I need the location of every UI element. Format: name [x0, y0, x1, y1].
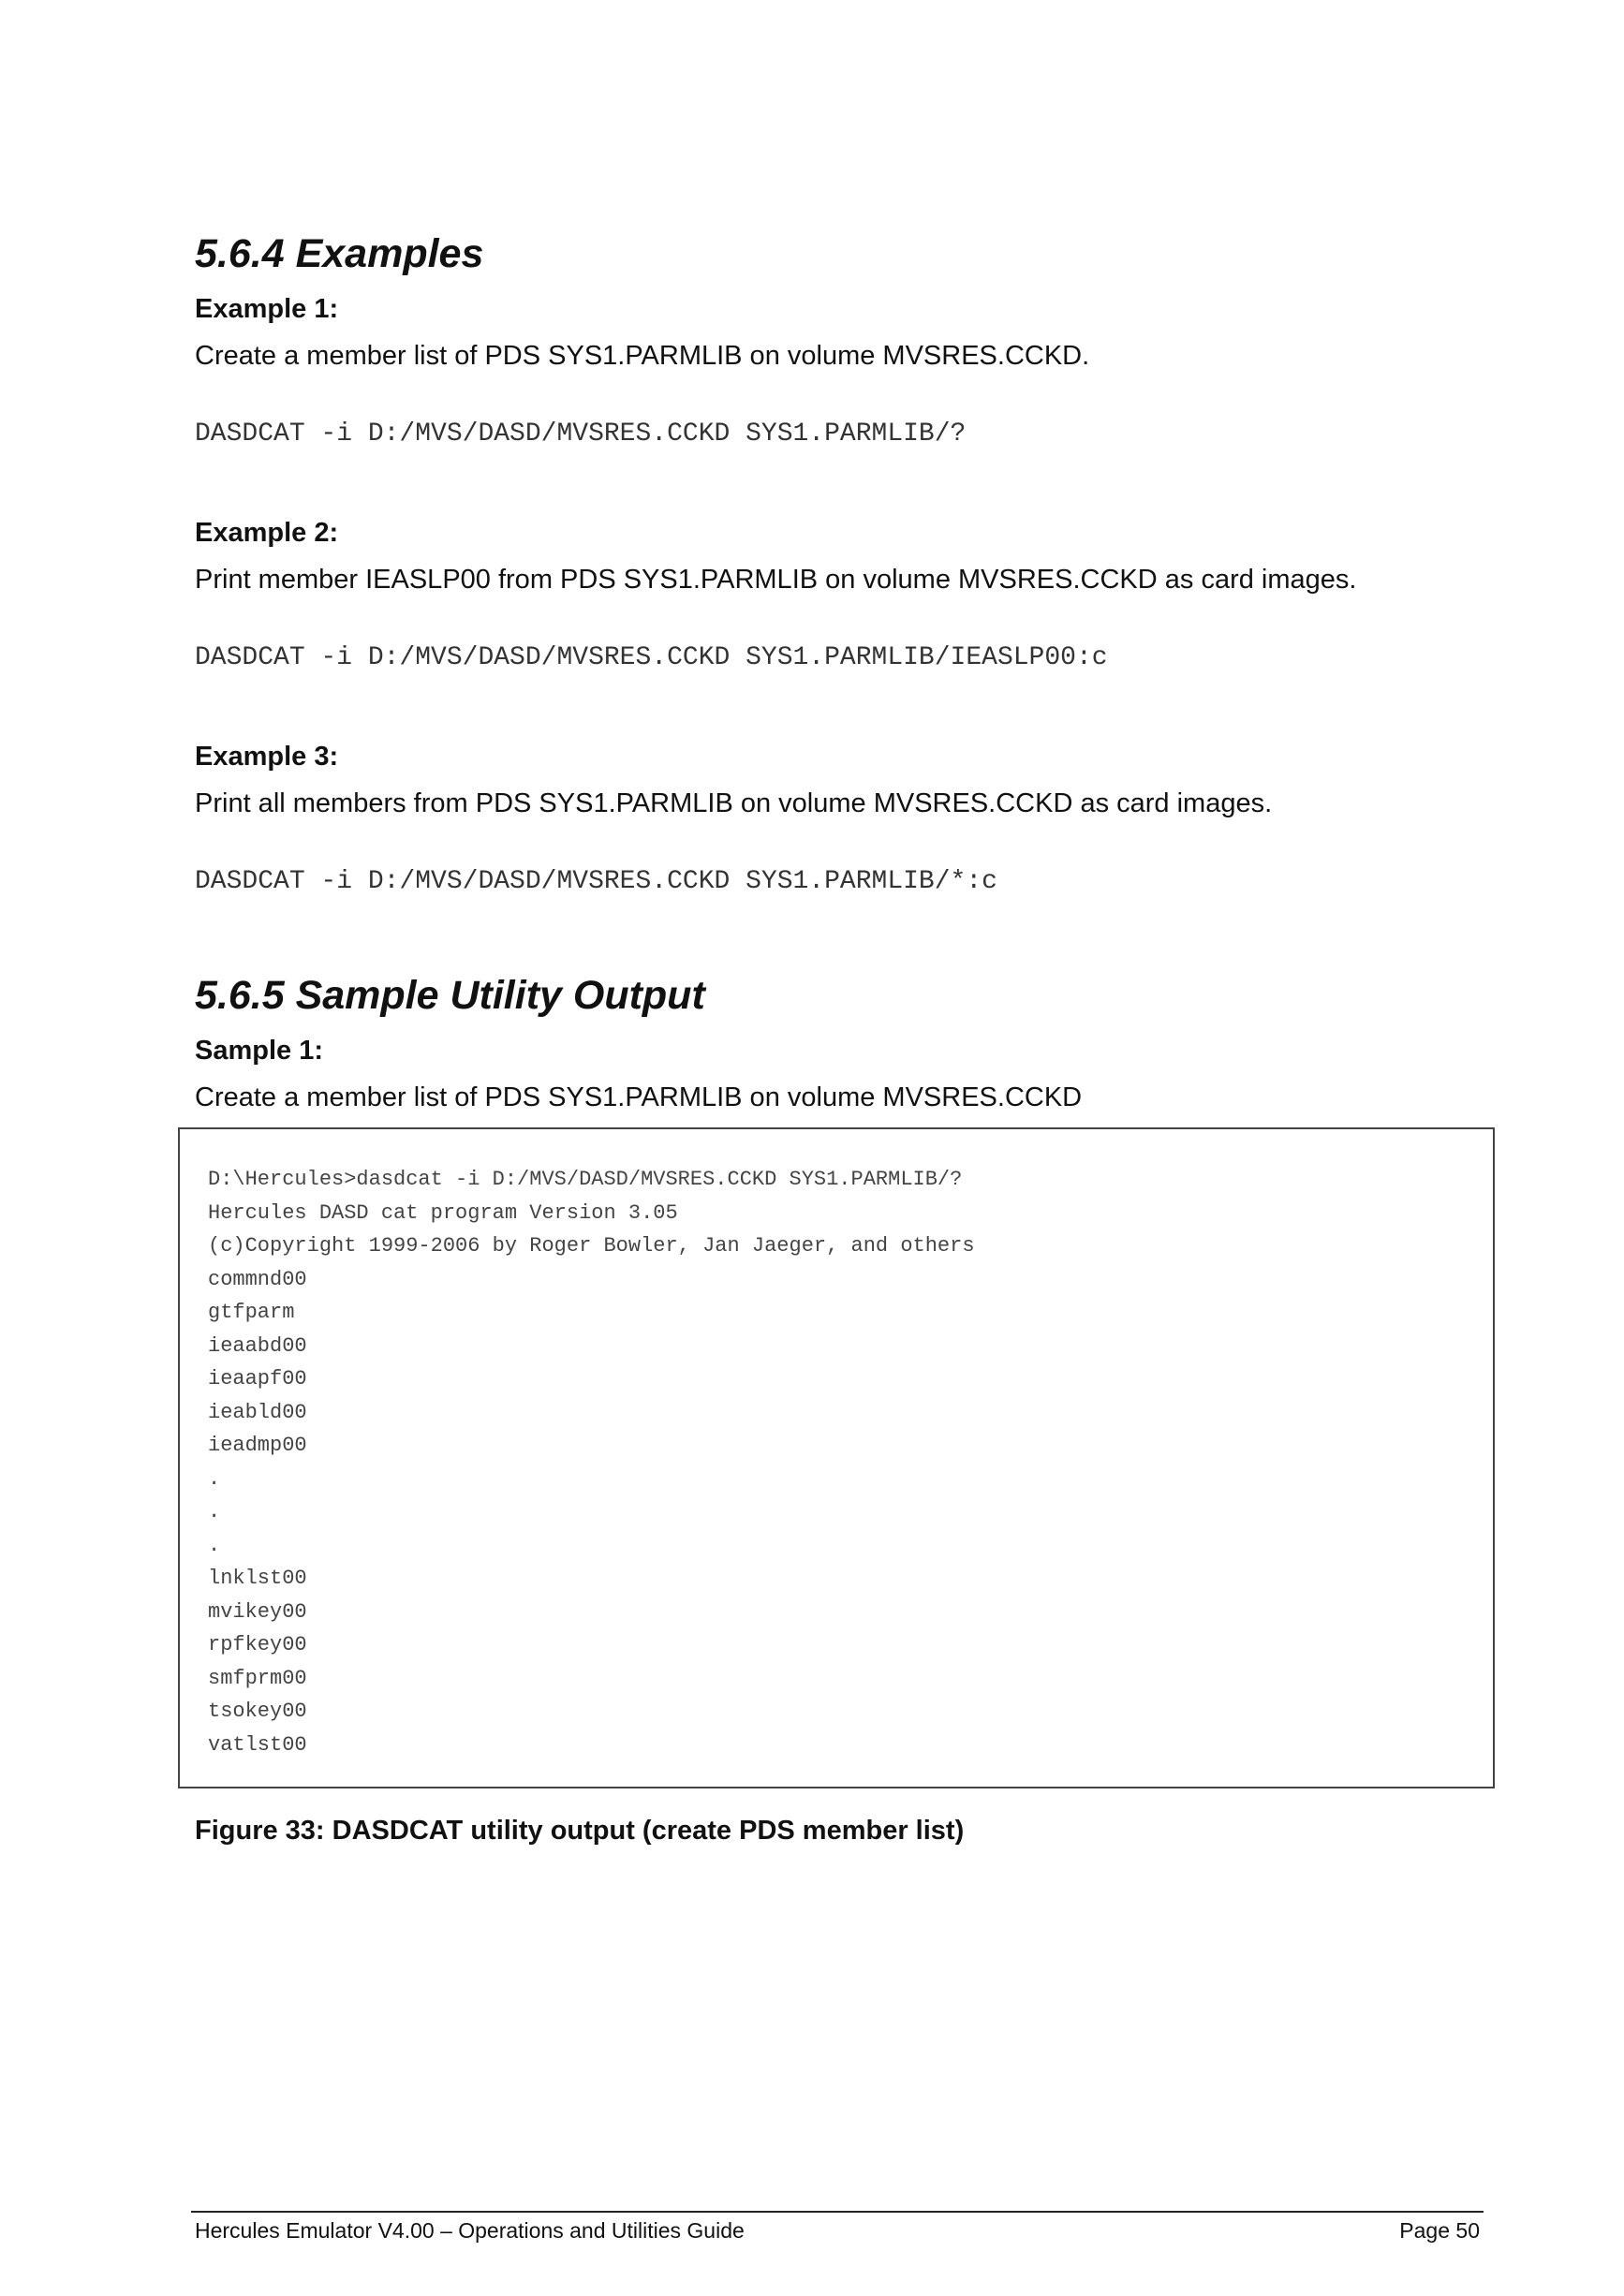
output-line: ieadmp00: [208, 1434, 307, 1457]
example-3-label: Example 3:: [195, 742, 339, 772]
example-3-description: Print all members from PDS SYS1.PARMLIB on volume MVSRES.CCKD as card images.: [195, 788, 1273, 818]
output-line: D:\Hercules>dasdcat -i D:/MVS/DASD/MVSRES.CCKD SYS1.PARMLIB/?: [208, 1168, 963, 1191]
example-1-label: Example 1:: [195, 294, 339, 324]
output-line: tsokey00: [208, 1700, 307, 1723]
output-line: lnklst00: [208, 1567, 307, 1590]
output-line: commnd00: [208, 1267, 307, 1291]
utility-output-lines: [208, 1163, 975, 1761]
footer-document-title: Hercules Emulator V4.00 – Operations and Utilities Guide: [195, 2218, 745, 2243]
output-line: .: [208, 1500, 221, 1523]
utility-output-box: [178, 1127, 1495, 1788]
example-2-command: DASDCAT -i D:/MVS/DASD/MVSRES.CCKD SYS1.PARMLIB/IEASLP00:c: [195, 643, 1108, 672]
output-line: ieaapf00: [208, 1367, 307, 1391]
output-line: smfprm00: [208, 1666, 307, 1690]
output-line: gtfparm: [208, 1301, 295, 1324]
figure-caption: Figure 33: DASDCAT utility output (create PDS member list): [195, 1816, 965, 1846]
output-line: mvikey00: [208, 1599, 307, 1624]
output-line: ieaabd00: [208, 1333, 307, 1358]
example-2-label: Example 2:: [195, 518, 339, 548]
output-line: vatlst00: [208, 1732, 307, 1757]
output-line: Hercules DASD cat program Version 3.05: [208, 1200, 678, 1225]
output-line: rpfkey00: [208, 1633, 307, 1656]
footer-page-number: Page 50: [1399, 2218, 1480, 2243]
output-line: (c)Copyright 1999-2006 by Roger Bowler, Jan Jaeger, and others: [208, 1234, 975, 1258]
section-heading-sample-output: 5.6.5 Sample Utility Output: [195, 973, 705, 1018]
output-line: .: [208, 1533, 221, 1557]
example-1-description: Create a member list of PDS SYS1.PARMLIB on volume MVSRES.CCKD.: [195, 341, 1090, 371]
example-2-description: Print member IEASLP00 from PDS SYS1.PARMLIB on volume MVSRES.CCKD as card images.: [195, 565, 1357, 595]
output-line: ieabld00: [208, 1400, 307, 1424]
output-line: .: [208, 1466, 221, 1491]
sample-1-label: Sample 1:: [195, 1036, 323, 1066]
example-1-command: DASDCAT -i D:/MVS/DASD/MVSRES.CCKD SYS1.PARMLIB/?: [195, 419, 967, 449]
example-3-command: DASDCAT -i D:/MVS/DASD/MVSRES.CCKD SYS1.PARMLIB/*:c: [195, 867, 997, 896]
sample-1-description: Create a member list of PDS SYS1.PARMLIB on volume MVSRES.CCKD: [195, 1082, 1083, 1112]
section-heading-examples: 5.6.4 Examples: [195, 231, 484, 276]
footer-divider: [191, 2211, 1484, 2213]
